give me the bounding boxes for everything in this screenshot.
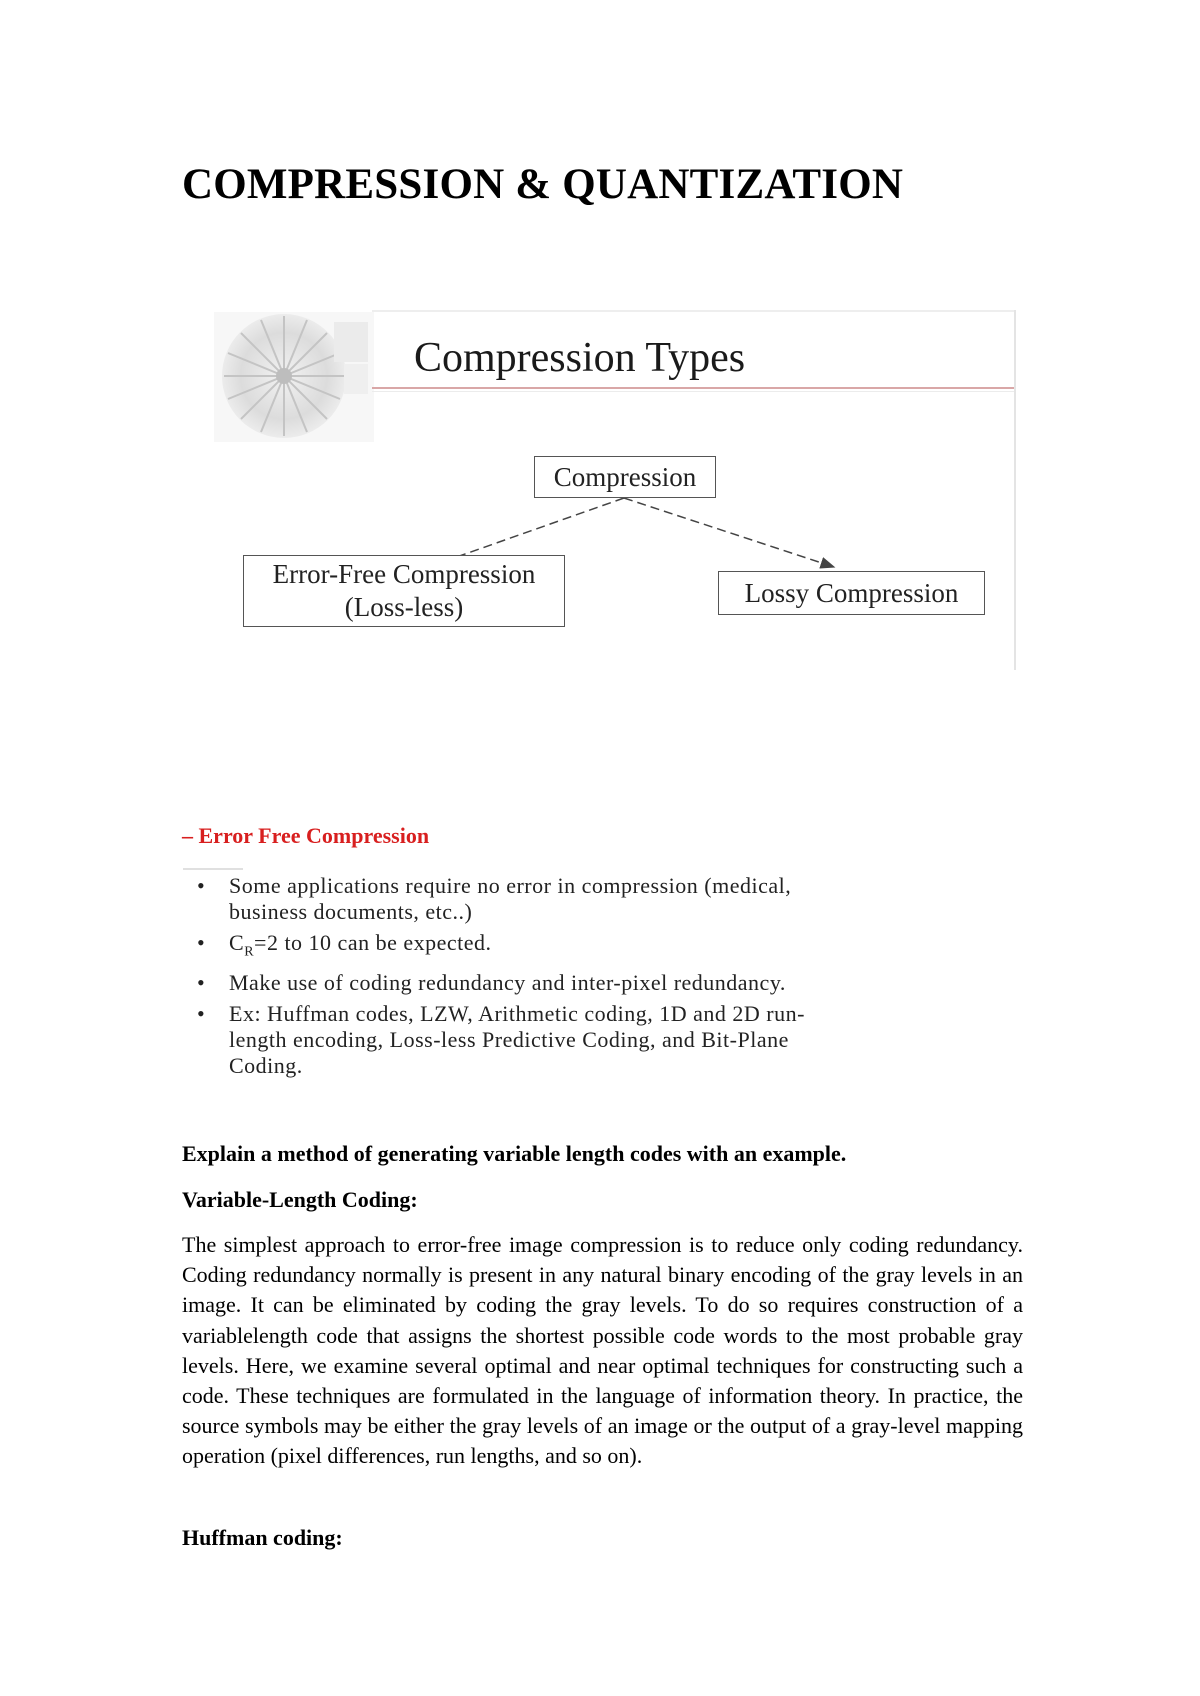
slide-title: Compression Types — [414, 335, 746, 381]
error-free-bullet-list — [195, 873, 835, 1084]
node-error-free-compression — [243, 555, 565, 627]
question-heading: Explain a method of generating variable length codes with an example. — [182, 1141, 847, 1166]
node-error-free-line1: Error-Free Compression — [272, 559, 536, 589]
list-item: • $C_R=2$ to 10 can be expected. — [197, 930, 492, 960]
cr-subscript: R — [244, 944, 255, 960]
variable-length-heading: Variable-Length Coding: — [182, 1187, 418, 1212]
bullet-divider — [183, 868, 243, 870]
node-compression: Compression — [534, 456, 716, 498]
list-item: • Make use of coding redundancy and inter-pixel redundancy. — [197, 970, 786, 996]
compression-types-slide — [186, 310, 1016, 670]
bullet-dot: • — [197, 970, 206, 996]
cr-symbol: C — [229, 930, 245, 955]
page-title: COMPRESSION & QUANTIZATION — [182, 161, 904, 208]
list-item: • Some applications require no error in compression (medical, business documents, etc..) — [197, 873, 792, 924]
bullet-dot: • — [197, 1001, 206, 1027]
arrow-to-lossy — [624, 498, 834, 567]
variable-length-paragraph: The simplest approach to error-free image compression is to reduce only coding redundancy. Coding redundancy normally is present in any natural binary encoding of the gray levels in an image. It can be eliminated by coding the gray levels. To do so requires construction of a variablelength code that assigns the shortest possible code words to the most probable gray levels. Here, we examine several optimal and near optimal techniques for constructing such a code. These techniques are formulated in the language of information theory. In practice, the source symbols may be either the gray levels of an image or the output of a gray-level mapping operation (pixel differences, run lengths, and so on). — [182, 1232, 1023, 1469]
error-free-heading: – Error Free Compression — [182, 823, 430, 848]
bullet-dot: • — [197, 873, 206, 898]
node-error-free-line2: (Loss-less) — [344, 592, 464, 622]
node-lossy-compression: Lossy Compression — [718, 571, 985, 615]
huffman-heading: Huffman coding: — [182, 1525, 343, 1550]
bullet-dot: • — [197, 930, 206, 955]
list-item: • Ex: Huffman codes, LZW, Arithmetic coding, 1D and 2D run-length encoding, Loss-less Predictive Coding, and Bit-Plane Coding. — [197, 1001, 805, 1079]
